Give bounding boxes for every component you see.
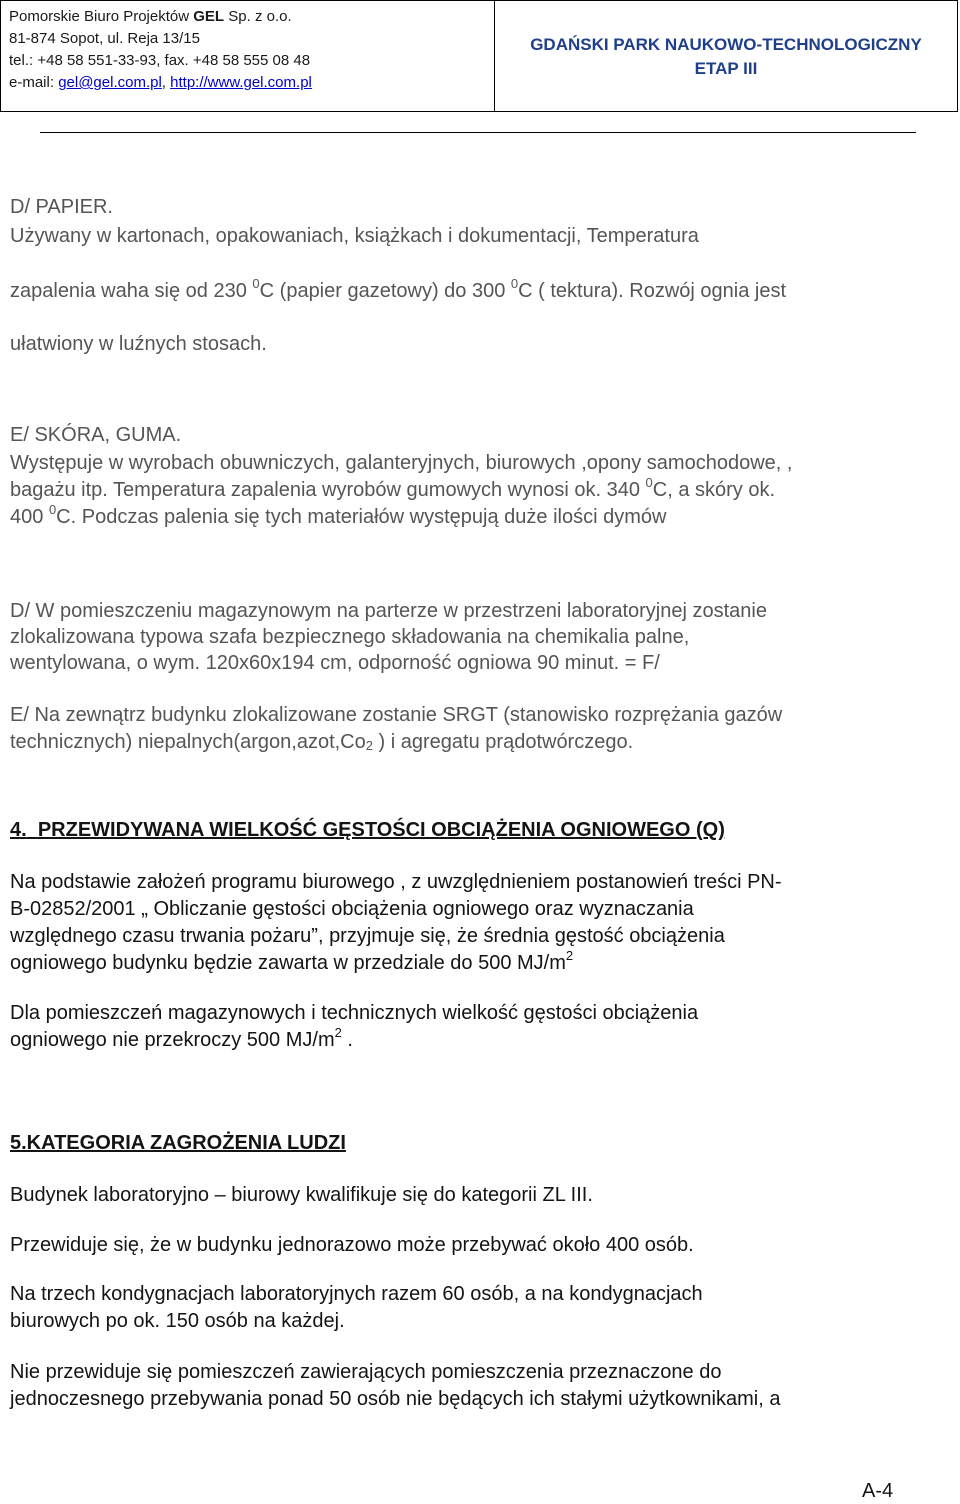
section-4-p1-line3: względnego czasu trwania pożaru”, przyjmuje się, że średnia gęstość obciążenia (10, 925, 725, 947)
section-5-p3-line1: Na trzech kondygnacjach laboratoryjnych razem 60 osób, a na kondygnacjach (10, 1283, 703, 1305)
project-title (495, 1, 957, 111)
section-e-srgt-line1: E/ Na zewnątrz budynku zlokalizowane zostanie SRGT (stanowisko rozprężania gazów (10, 704, 783, 726)
company-contact: e-mail: gel@gel.com.pl, http://www.gel.com.pl (9, 74, 312, 91)
section-e-srgt-line2: technicznych) $niepalnych(argon,azot,Co_2$ ) i agregatu prądotwórczego. (10, 731, 634, 753)
section-5-p4-line2: jednoczesnego przebywania ponad 50 osób nie będących ich stałymi użytkownikami, a (10, 1388, 781, 1410)
section-e-rubber-heading: E/ SKÓRA, GUMA. (10, 424, 182, 446)
section-d-paper-line2: zapalenia waha się od 230 $^0$C (papier gazetowy) do 300 $^0$C ( tektura). Rozwój ognia jest (10, 276, 787, 302)
section-4-p1-line1: Na podstawie założeń programu biurowego , z uwzględnieniem postanowień treści PN- (10, 871, 782, 893)
section-d-cabinet-line1: D/ W pomieszczeniu magazynowym na parterze w przestrzeni laboratoryjnej zostanie (10, 600, 767, 622)
project-name: GDAŃSKI PARK NAUKOWO-TECHNOLOGICZNY (530, 35, 922, 54)
section-d-paper-line1: Używany w kartonach, opakowaniach, książkach i dokumentacji, Temperatura (10, 225, 699, 247)
header-table (0, 0, 958, 112)
website-link[interactable]: http://www.gel.com.pl (170, 74, 312, 91)
company-name: Pomorskie Biuro Projektów GEL Sp. z o.o. (9, 8, 292, 25)
section-e-rubber-line3: 400 $^0$C. Podczas palenia się tych materiałów występują duże ilości dymów (10, 502, 667, 528)
company-info (1, 1, 495, 111)
section-d-paper-line3: ułatwiony w luźnych stosach. (10, 333, 267, 355)
section-5-p4-line1: Nie przewiduje się pomieszczeń zawierających pomieszczenia przeznaczone do (10, 1361, 722, 1383)
section-4-p2-line2: ogniowego nie przekroczy 500 $MJ/m^2$ . (10, 1025, 353, 1051)
project-stage: ETAP III (694, 59, 758, 78)
section-4-p1-line2: B-02852/2001 „ Obliczanie gęstości obciążenia ogniowego oraz wyznaczania (10, 898, 694, 920)
section-4-heading: 4. PRZEWIDYWANA WIELKOŚĆ GĘSTOŚCI OBCIĄŻENIA OGNIOWEGO (Q) (10, 819, 725, 841)
section-5-p2: Przewiduje się, że w budynku jednorazowo może przebywać około 400 osób. (10, 1234, 694, 1256)
email-link[interactable]: gel@gel.com.pl (58, 74, 162, 91)
section-5-p3-line2: biurowych po ok. 150 osób na każdej. (10, 1310, 345, 1332)
company-phones: tel.: +48 58 551-33-93, fax. +48 58 555 08 48 (9, 52, 311, 69)
section-5-heading: 5.KATEGORIA ZAGROŻENIA LUDZI (10, 1132, 346, 1154)
company-address: 81-874 Sopot, ul. Reja 13/15 (9, 30, 200, 47)
section-e-rubber-line1: Występuje w wyrobach obuwniczych, galanteryjnych, biurowych ,opony samochodowe, , (10, 452, 793, 474)
section-4-p2-line1: Dla pomieszczeń magazynowych i technicznych wielkość gęstości obciążenia (10, 1002, 699, 1024)
section-5-p1: Budynek laboratoryjno – biurowy kwalifikuje się do kategorii ZL III. (10, 1184, 593, 1206)
section-4-p1-line4: ogniowego budynku będzie zawarta w przedziale do 500 $MJ/m^2$ (10, 948, 574, 974)
section-d-paper-heading: D/ PAPIER. (10, 196, 113, 218)
header-divider (40, 132, 916, 133)
page-number: A-4 (862, 1480, 894, 1502)
section-d-cabinet-line2: zlokalizowana typowa szafa bezpiecznego składowania na chemikalia palne, (10, 626, 690, 648)
section-d-cabinet-line3: wentylowana, o wym. 120x60x194 cm, odporność ogniowa 90 minut. = F/ (10, 652, 660, 674)
section-e-rubber-line2: bagażu itp. Temperatura zapalenia wyrobów gumowych wynosi ok. 340 $^0$C, a skóry ok. (10, 475, 776, 501)
